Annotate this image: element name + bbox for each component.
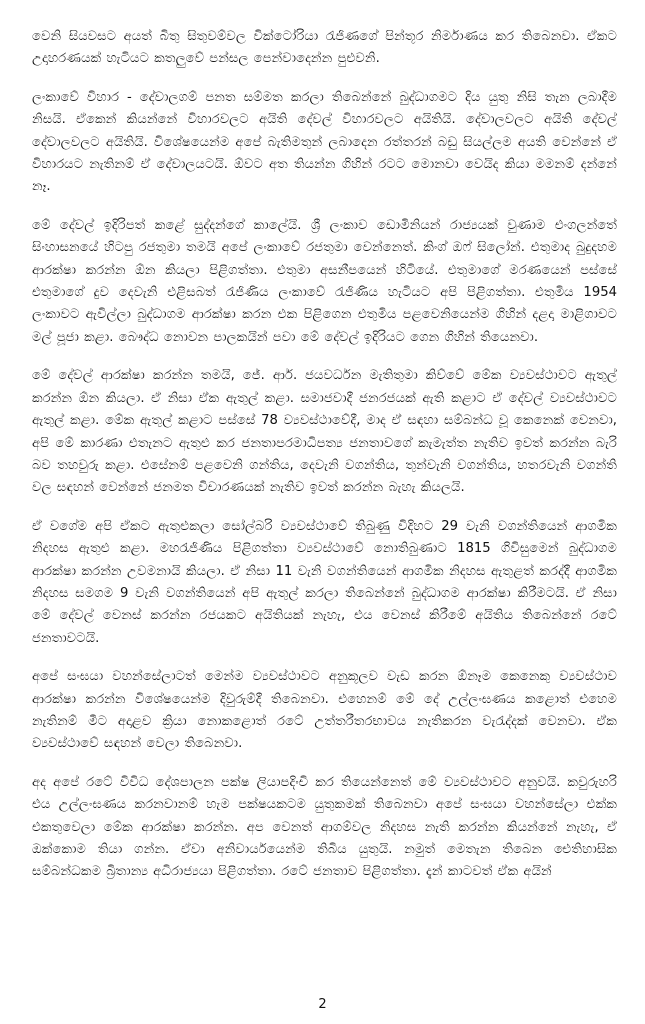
paragraph-2: ලංකාවේ විහාර - දේවාලගම් පනත සම්මත කරලා තිබෙන්නේ බුද්ධාගමට දිය යුතු නිසි තැන ලබාදීම නිසයි. ඒකෙන් කියන්නේ විහාරවලට අයිති දේවල් විහාරවලට අයිතියි. දේවාලවලට අයිති දේවල් දේවාලවලට අයිතියි. විශේෂයෙන්ම අපේ බැතිමතුන් ලබාදෙන රත්තරන් බඩු සියල්ලම අයති වෙන්නේ ඒ විහාරයට නැතිනම් ඒ දේවාලයටයි. ඕවට අත තියන්න ගිහින් රටට මොනවා වෙයිද කියා මමනම් දන්නේ නෑ. <box>32 89 617 195</box>
paragraph-5: ඒ වගේම අපි ඒකට ඇතුළුකලා සෝල්බරි ව්‍යවස්ථාවේ තිබුණු විදිහට 29 වැනි වගන්තියෙන් ආගමික නිදහස ඇතුළු කළා. මහරැජිණිය පිළිගත්තා ව්‍යවස්ථාවේ නොතිබුණාට 1815 ගිවිසුමෙන් බුද්ධාගම ආරක්ෂා කරන්න උවමනායි කියලා. ඒ නිසා 11 වැනි වගන්තියෙන් ආගමික නිදහස ඇතුළත් කරද්දී ආගමික නිදහස සමගම 9 වැනි වගන්තියෙන් අපි ඇතුල් කරලා තිබෙන්නේ බුද්ධාගම ආරක්ෂා කිරීමටයි. ඒ නිසා මේ දේවල් වෙනස් කරන්න රජයකට අයිතියක් නැහැ, එය වෙනස් කිරීමේ අයිතිය තිබෙන්නේ රටේ ජනතාවටයි. <box>32 518 617 646</box>
paragraph-7: අද අපේ රටේ විවිධ දේශපාලන පක්ෂ ලියාපදිංචි කර තියෙන්නෙත් මේ ව්‍යවස්ථාවට අනුවයි. කවුරුහරි එය උල්ලංඝණය කරනවානම් හැම පක්ෂයකටම යුතුකමක් තිබෙනවා අපේ සංඝයා වහන්සේලා එක්ක එකතුවෙලා මේක ආරක්ෂා කරන්න. අප වෙනත් ආගම්වල නිදහස නැති කරන්න කියන්නේ නැහැ, ඒ ඔක්කොම තියා ගන්න. ඒවා අනිවාර්යයෙන්ම තිබිය යුතුයි. නමුත් මෙතැන තිබෙන ඓතිහාසික සම්බන්ධකම බ්‍රිතාන්‍ය අධිරාජ්‍යයා පිළිගත්තා. රටේ ජනතාව පිළිගත්තා. දැන් කාටවත් ඒක අයින් <box>32 774 617 880</box>
paragraph-3: මේ දේවල් ඉදිරිපත් කළේ සුද්දන්ගේ කාලේයි. ශ්‍රී ලංකාව ඩොමිනියන් රාජ්‍යයක් වුණාම එංගලන්තේ සිංහාසනයේ හිටපු රජතුමා තමයි අපේ ලංකාවේ රජතුමා වෙන්නෙත්. කිංග් ඔෆ් සිලෝන්. එතුමාද බුදුදහම ආරක්ෂා කරන්න ඕන කියලා පිළිගත්තා. එතුමා අසනීපයෙන් හිටියේ. එතුමාගේ මරණයෙන් පස්සේ එතුමාගේ දුව දෙවැනි එළිසබත් රැජිණිය ලංකාවේ රැජිණිය හැටියට අපි පිළිගත්තා. එතුමිය 1954 ලංකාවට ඇවිල්ලා බුද්ධාගම ආරක්ෂා කරන එක පිළිගෙන එතුමිය පළවෙනියෙන්ම ගිහින් දළදා මාළිගාවට මල් පූජා කළා. බෞද්ධ නොවන පාලකයින් පවා මේ දේවල් ඉදිරියට ගෙන ගිහින් තියෙනවා. <box>32 217 617 345</box>
paragraph-1: වෙනි සියවසට අයත් බිතු සිතුවම්වල වික්ටෝරියා රැජිණගේ පින්තූර නිර්මාණය කර තිබෙනවා. ඒකට උදාහරණයක් හැටියට කතලුවේ පන්සල පෙන්වාදෙන්න පුළුවනි. <box>32 29 617 67</box>
paragraph-4: මේ දේවල් ආරක්ෂා කරන්න තමයි, ජේ. ආර්. ජයවර්ධන මැතිතුමා කිව්වේ මේක ව්‍යවස්ථාවට ඇතුල් කරන්න ඕන කියලා. ඒ නිසා ඒක ඇතුල් කළා. සමාජවාදී ජනරජයක් ඇති කළාට ඒ දේවල් ව්‍යවස්ථාවට ඇතුල් කළා. මේක ඇතුල් කළාට පස්සේ 78 ව්‍යවස්ථාවේදී, මාද ඒ සඳහා සම්බන්ධ වූ කෙනෙක් වෙනවා, අපි මේ කාරණා එතැනට ඇතුළු කර ජනතාපරමාධිපත්‍ය ජනතාවගේ කැමැත්ත නැතිව ඉවත් කරන්න බැරි බව තහවුරු කළා. එසේනම් පළවෙනි ගන්තිය, දෙවැනි වගන්තිය, තුන්වැනි වගන්තිය, හතරවැනි වගන්ති වල සඳහන් වෙන්නේ ජනමත විචාරණයක් නැතිව ඉවත් කරන්න බැහැ කියලයි. <box>32 368 617 496</box>
paragraph-6: අපේ සංඝයා වහන්සේලාටත් මෙන්ම ව්‍යවස්ථාවට අනුකූලව වැඩ කරන ඕනෑම කෙනෙකු ව්‍යවස්ථාව ආරක්ෂා කරන්න විශේෂයෙන්ම දිවුරුම්දී තිබෙනවා. එහෙනම් මේ දේ උල්ලංඝණය කළොත් එහෙම නැතිනම් මීට අදාළව ක්‍රියා නොකළොත් රටේ උත්තරීතරභාවය නැතිකරන වැරැද්දක් වෙනවා. ඒක ව්‍යවස්ථාවේ සඳහන් වෙලා තිබෙනවා. <box>32 669 617 752</box>
page-number: 2 <box>318 997 327 1012</box>
